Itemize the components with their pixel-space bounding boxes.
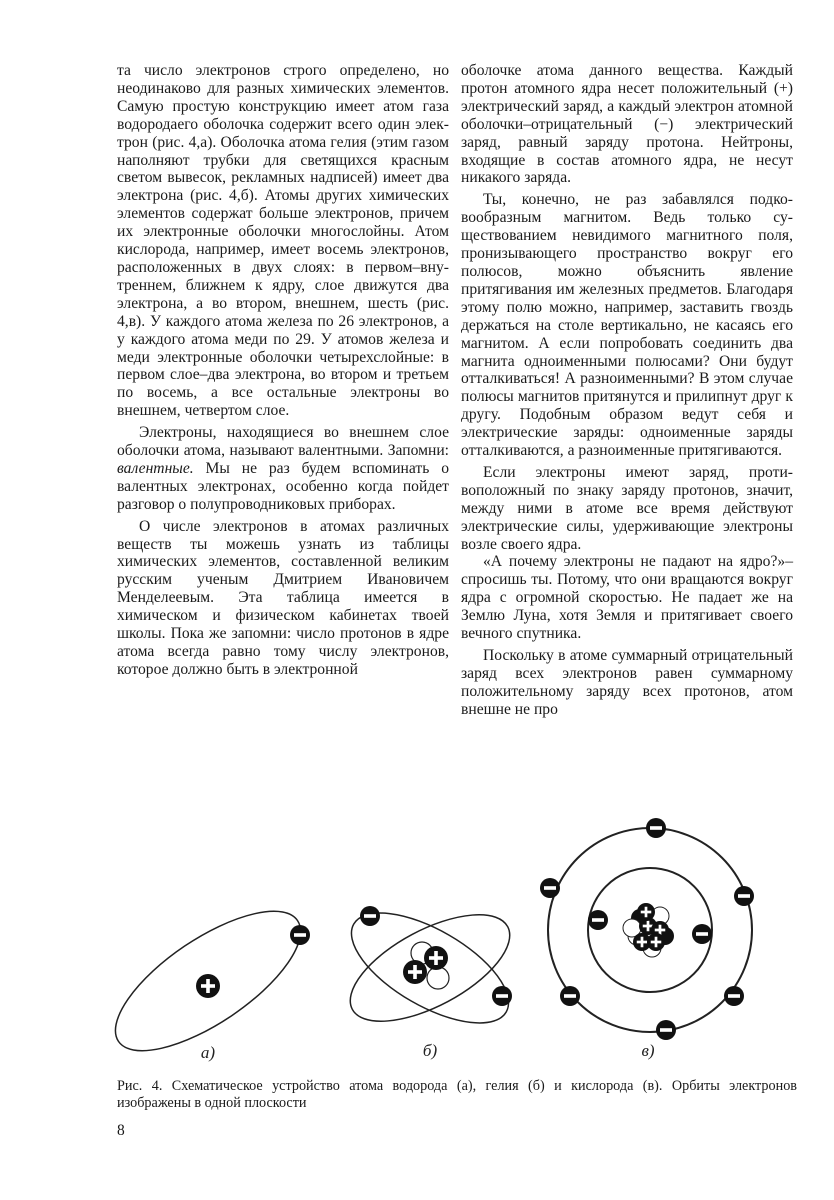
oxygen-atom <box>540 818 754 1060</box>
paragraph: «А почему электроны не падают на ядро?»–спросишь ты. Потому, что они вращаются вокруг ядра с огромной скоростью. Не падает же на Землю Луна, хотя Земля и притягивает своего вечного спутника. <box>461 553 793 643</box>
figure-caption: Рис. 4. Схематическое устройство атома водорода (а), гелия (б) и кислорода (в). Орбиты электронов изображены в одной плоскости <box>117 1078 797 1111</box>
paragraph: Если электроны имеют заряд, противоположный по знаку заряду протонов, значит, между ними в атоме все время действуют электрические силы, удерживающие электроны возле своего ядра. <box>461 463 793 553</box>
page-number: 8 <box>117 1122 125 1139</box>
hydrogen-atom <box>100 886 321 1068</box>
paragraph: оболочке атома данного вещества. Каждый протон атомного ядра несет положительный (+) электрический заряд, а каждый электрон атомной оболочки–отрицательный (−) электрический заряд, равный заряду протона. Нейтроны, входящие в состав атомного ядра, не несут никакого заряда. <box>461 62 793 187</box>
neutron-icon <box>427 967 449 989</box>
paragraph-valence: Электроны, находящиеся во внешнем слое оболочки атома, называют валентными. Запомни: валентные. Мы не раз будем вспоминать о валентных электронах, особенно когда пойдет разговор о полупроводниковых приборах. <box>117 424 449 513</box>
helium-atom <box>334 891 525 1060</box>
left-column <box>117 62 449 679</box>
right-column <box>461 62 793 719</box>
electron-icon <box>540 878 560 898</box>
proton-icon <box>424 946 448 970</box>
electron-icon <box>360 906 380 926</box>
proton-icon <box>196 974 220 998</box>
figure-label-b: б) <box>422 1041 438 1060</box>
electron-icon <box>724 986 744 1006</box>
electron-icon <box>588 910 608 930</box>
electron-icon <box>656 1020 676 1040</box>
paragraph: Поскольку в атоме суммарный отрицательный заряд всех электронов равен суммарному положительному заряду всех протонов, атом внешне не про <box>461 647 793 718</box>
electron-icon <box>492 986 512 1006</box>
electron-icon <box>734 886 754 906</box>
figure-label-c: в) <box>641 1041 655 1060</box>
paragraph: та число электронов строго определено, но неодинаково для разных химических элементов. Самую простую конструкцию имеет атом газа водородаего оболочка содержит всего один электрон (рис. 4,а). Оболочка атома гелия (этим газом наполняют трубки для светящихся красным светом вывесок, рекламных надписей) имеет два электрона (рис. 4,б). Атомы других химических элементов содержат больше электронов, причем их электронные оболочки многослойны. Атом кислорода, например, имеет восемь электронов, расположенных в двух слоях: в первом–внутреннем, ближнем к ядру, слое движутся два электрона, а во втором, внешнем, шесть (рис. 4,в). У каждого атома железа по 26 электронов, а у каждого атома меди по 29. У атомов железа и меди электронные оболочки четырехслойные: в первом слое–два электрона, во втором и третьем по восемь, а все остальные электроны во внешнем, четвертом слое. <box>117 62 449 420</box>
oxygen-nucleus <box>623 903 674 957</box>
figure-label-a: а) <box>200 1043 216 1062</box>
paragraph: О числе электронов в атомах различных веществ ты можешь узнать из таблицы химических элементов, составленной великим русским ученым Дмитрием Ивановичем Менделеевым. Эта таблица имеется в химическом и физическом кабинетах твоей школы. Пока же запомни: число протонов в ядре атома всегда равно тому числу электронов, которое должно быть в электронной <box>117 517 449 678</box>
atom-diagrams <box>100 808 800 1068</box>
atom-figure <box>100 808 800 1068</box>
electron-icon <box>290 925 310 945</box>
electron-icon <box>560 986 580 1006</box>
electron-icon <box>692 924 712 944</box>
proton-icon <box>403 960 427 984</box>
paragraph: Ты, конечно, не раз забавлялся подковообразным магнитом. Ведь только существованием невидимого магнитного поля, пронизывающего пространство вокруг его полюсов, можно объяснить явление притягивания им железных предметов. Благодаря этому полю можно, например, заставить гвоздь держаться на столе вертикально, не касаясь его магнитом. А если попробовать соединить два магнита одноименными полюсами? Они будут отталкиваться! А разноименными? В этом случае полюсы магнитов притянутся и прилипнут друг к другу. Подобным образом ведут себя и электрические заряды: одноименные заряды отталкиваются, а разноименные притягиваются. <box>461 191 793 460</box>
electron-icon <box>646 818 666 838</box>
